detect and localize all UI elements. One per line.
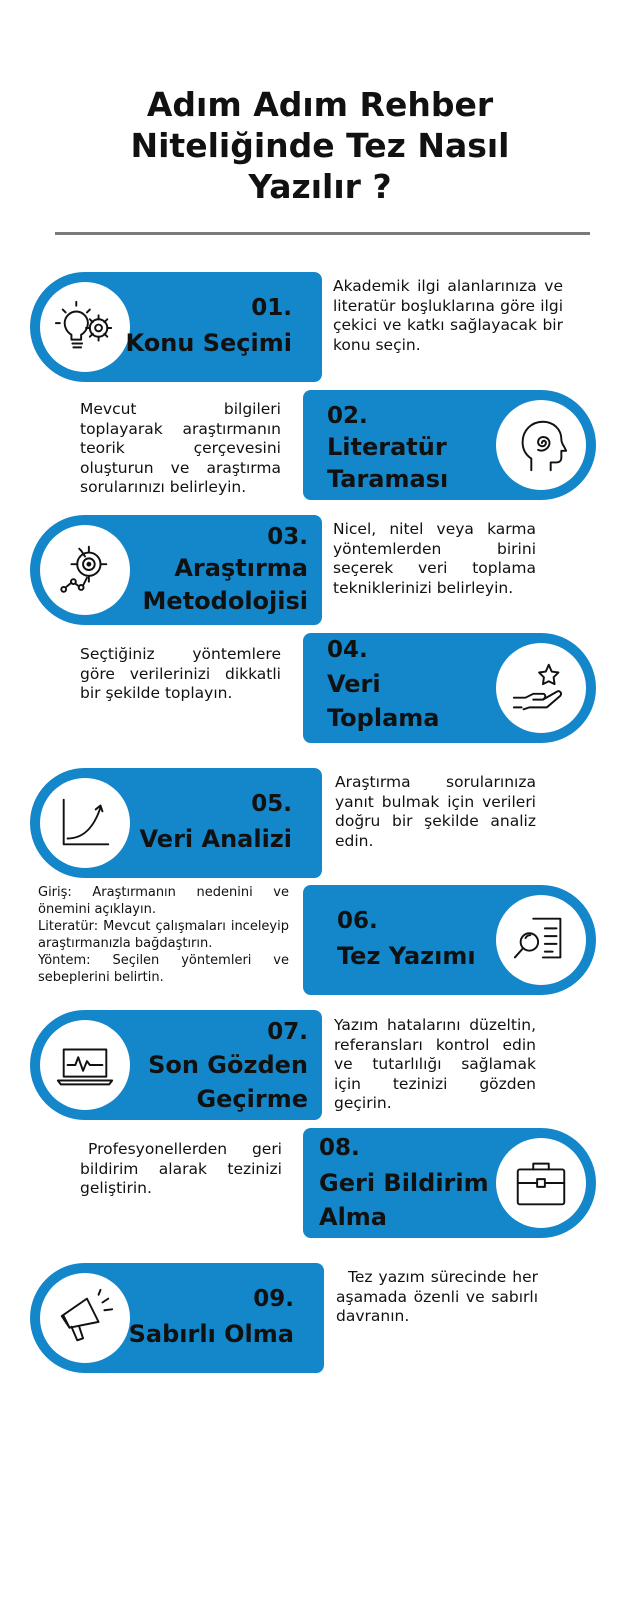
step-03-title-line-1: Araştırma	[174, 554, 308, 582]
step-04-number: 04.	[327, 637, 368, 663]
title-line-3: Yazılır ?	[248, 167, 392, 206]
step-01-description: Akademik ilgi alanlarınıza ve literatür boşluklarına göre ilgi çekici ve katkı sağlayacak bir konu seçin.	[333, 277, 563, 354]
step-08-title-line-1: Geri Bildirim	[319, 1169, 489, 1197]
lightbulb-gears-icon	[54, 296, 116, 358]
step-02-title-line-1: Literatür	[327, 433, 447, 461]
step-07-card	[30, 1010, 322, 1120]
step-07-title-line-2: Geçirme	[196, 1085, 308, 1113]
step-03-number: 03.	[267, 524, 308, 550]
step-03-description: Nicel, nitel veya karma yöntemlerden birini seçerek veri toplama tekniklerinizi belirleyin.	[333, 520, 536, 597]
step-09-icon-circle	[40, 1273, 130, 1363]
growth-chart-icon	[54, 792, 116, 854]
step-04-title-line-2: Toplama	[327, 704, 440, 732]
step-02-icon-circle	[496, 400, 586, 490]
step-08-card	[303, 1128, 596, 1238]
step-03-title-line-2: Metodolojisi	[142, 587, 308, 615]
step-06-card	[303, 885, 596, 995]
step-02-description: Mevcut bilgileri toplayarak araştırmanın teorik çerçevesini oluşturun ve araştırma sorularınızı belirleyin.	[80, 400, 281, 496]
step-08-number: 08.	[319, 1135, 360, 1161]
briefcase-icon	[510, 1152, 572, 1214]
step-06-icon-circle	[496, 895, 586, 985]
step-01-card	[30, 272, 322, 382]
title-line-1: Adım Adım Rehber	[146, 85, 494, 124]
step-07-title-line-1: Son Gözden	[148, 1051, 308, 1079]
step-02-title-line-2: Taraması	[327, 465, 449, 493]
title-line-2: Niteliğinde Tez Nasıl	[130, 126, 510, 165]
step-04-icon-circle	[496, 643, 586, 733]
step-01-icon-circle	[40, 282, 130, 372]
step-09-number: 09.	[253, 1286, 294, 1312]
title-divider	[55, 232, 590, 235]
step-02-card	[303, 390, 596, 500]
megaphone-icon	[54, 1287, 116, 1349]
hand-star-icon	[510, 657, 572, 719]
step-09-description: Tez yazım sürecinde her aşamada özenli ve sabırlı davranın.	[336, 1268, 538, 1325]
step-05-card	[30, 768, 322, 878]
step-06-description	[38, 884, 289, 986]
step-01-title: Konu Seçimi	[125, 329, 292, 357]
step-06-description-line-3: Yöntem: Seçilen yöntemleri ve sebeplerini belirtin.	[38, 953, 289, 985]
step-04-card	[303, 633, 596, 743]
step-03-card	[30, 515, 322, 625]
step-06-number: 06.	[337, 908, 378, 934]
step-06-description-line-1: Giriş: Araştırmanın nedenini ve önemini açıklayın.	[38, 885, 289, 917]
step-08-title-line-2: Alma	[319, 1203, 388, 1231]
document-search-icon	[510, 909, 572, 971]
head-spiral-icon	[510, 414, 572, 476]
step-05-icon-circle	[40, 778, 130, 868]
step-09-card	[30, 1263, 324, 1373]
step-01-number: 01.	[251, 295, 292, 321]
step-05-number: 05.	[251, 791, 292, 817]
step-04-description: Seçtiğiniz yöntemlere göre verilerinizi dikkatli bir şekilde toplayın.	[80, 645, 281, 702]
step-02-number: 02.	[327, 403, 368, 429]
step-09-title: Sabırlı Olma	[128, 1320, 294, 1348]
step-07-description: Yazım hatalarını düzeltin, referansları kontrol edin ve tutarlılığı sağlamak için tezinizi gözden geçirin.	[334, 1016, 536, 1112]
step-04-title-line-1: Veri	[327, 670, 381, 698]
step-06-title: Tez Yazımı	[337, 942, 476, 970]
step-05-description: Araştırma sorularınıza yanıt bulmak için verileri doğru bir şekilde analiz edin.	[335, 773, 536, 850]
target-path-icon	[54, 539, 116, 601]
step-08-description: Profesyonellerden geri bildirim alarak tezinizi geliştirin.	[80, 1140, 282, 1197]
page-title	[0, 84, 640, 207]
step-06-description-line-2: Literatür: Mevcut çalışmaları inceleyip araştırmanızla bağdaştırın.	[38, 919, 289, 951]
step-08-icon-circle	[496, 1138, 586, 1228]
step-05-title: Veri Analizi	[139, 825, 292, 853]
step-03-icon-circle	[40, 525, 130, 615]
laptop-pulse-icon	[54, 1034, 116, 1096]
step-07-icon-circle	[40, 1020, 130, 1110]
step-07-number: 07.	[267, 1019, 308, 1045]
